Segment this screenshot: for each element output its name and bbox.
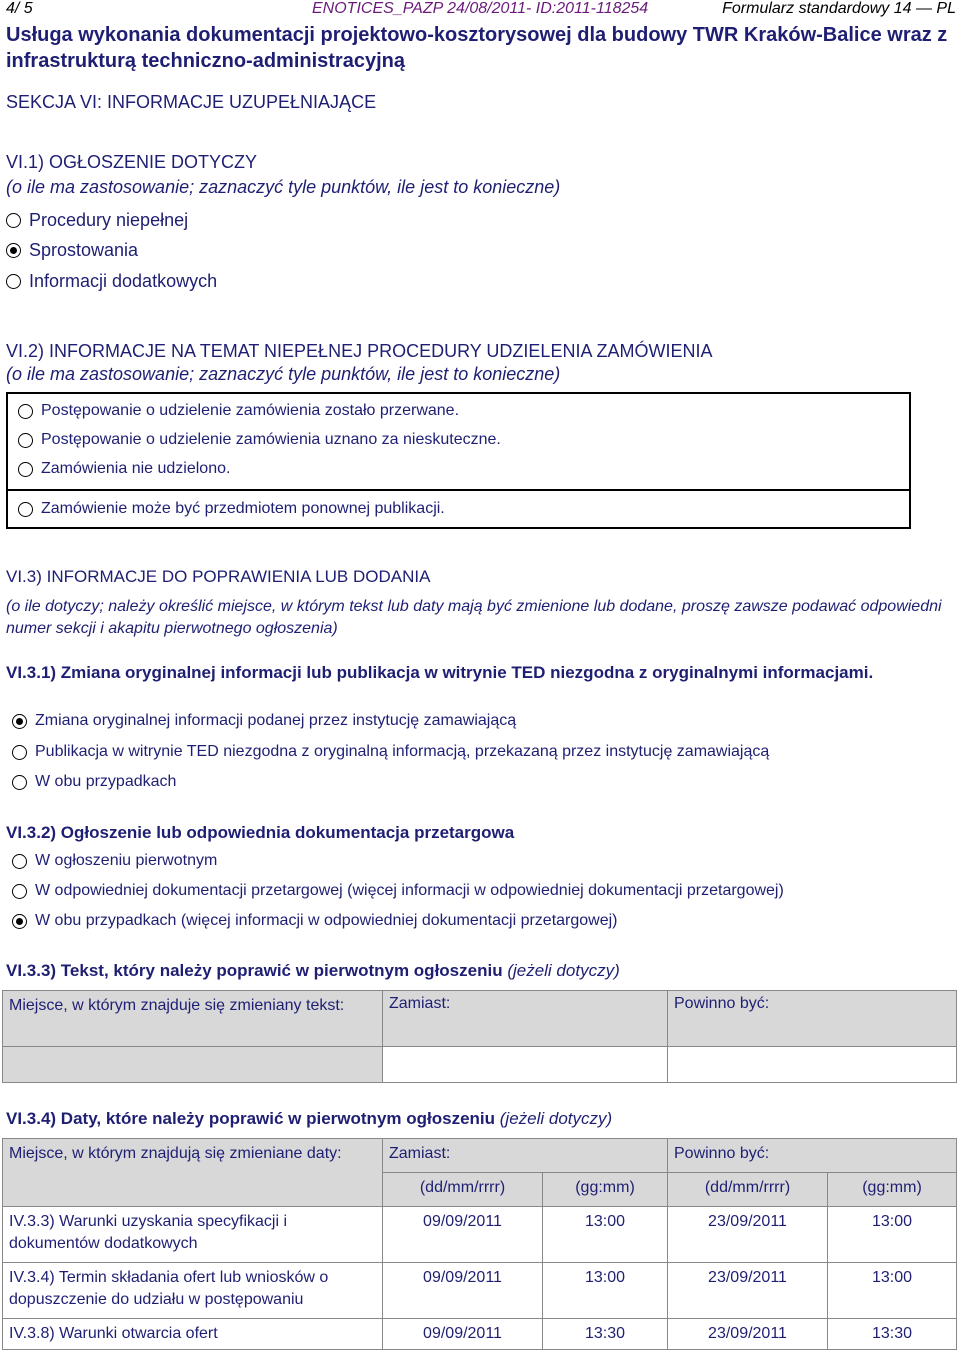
- table-cell: [383, 1047, 668, 1083]
- col-place: Miejsce, w którym znajduje się zmieniany tekst:: [3, 991, 383, 1047]
- old-date: 09/09/2011: [383, 1263, 543, 1319]
- row-place: IV.3.8) Warunki otwarcia ofert: [3, 1319, 383, 1350]
- vi34-heading: VI.3.4) Daty, które należy poprawić w pierwotnym ogłoszeniu (jeżeli dotyczy): [6, 1109, 613, 1128]
- vi2-option[interactable]: Postępowanie o udzielenie zamówienia uznano za nieskuteczne.: [18, 431, 501, 449]
- divider: [8, 489, 909, 491]
- vi1-heading: VI.1) OGŁOSZENIE DOTYCZY: [6, 152, 258, 172]
- new-date: 23/09/2011: [668, 1319, 828, 1350]
- table-row: [3, 1319, 957, 1350]
- old-time: 13:00: [543, 1207, 668, 1263]
- row-place: IV.3.4) Termin składania ofert lub wniosków o dopuszczenie do udziału w postępowaniu: [3, 1263, 383, 1319]
- row-place: IV.3.3) Warunki uzyskania specyfikacji i dokumentów dodatkowych: [3, 1207, 383, 1263]
- sub-time: (gg:mm): [828, 1173, 957, 1207]
- new-time: 13:30: [828, 1319, 957, 1350]
- old-date: 09/09/2011: [383, 1207, 543, 1263]
- radio-icon[interactable]: [6, 213, 21, 228]
- radio-icon[interactable]: [6, 274, 21, 289]
- col-instead: Zamiast:: [383, 991, 668, 1047]
- page-header: [6, 0, 956, 20]
- old-date: 09/09/2011: [383, 1319, 543, 1350]
- col-should: Powinno być:: [668, 1139, 957, 1173]
- vi33-heading: VI.3.3) Tekst, który należy poprawić w pierwotnym ogłoszeniu (jeżeli dotyczy): [6, 961, 620, 980]
- sub-date: (dd/mm/rrrr): [383, 1173, 543, 1207]
- vi32-heading: VI.3.2) Ogłoszenie lub odpowiednia dokumentacja przetargowa: [6, 823, 515, 842]
- radio-icon[interactable]: [18, 404, 33, 419]
- radio-icon[interactable]: [12, 775, 27, 790]
- form-name: Formularz standardowy 14 — PL: [722, 0, 956, 17]
- notice-id: ENOTICES_PAZP 24/08/2011- ID:2011-118254: [312, 0, 649, 17]
- radio-selected-icon[interactable]: [12, 714, 27, 729]
- new-date: 23/09/2011: [668, 1207, 828, 1263]
- radio-icon[interactable]: [12, 745, 27, 760]
- page-number: 4/ 5: [6, 0, 33, 17]
- table-cell: [668, 1047, 957, 1083]
- vi1-option[interactable]: Sprostowania: [6, 240, 138, 261]
- vi2-options-box: [6, 392, 911, 529]
- vi32-option[interactable]: W ogłoszeniu pierwotnym: [12, 852, 217, 870]
- text-corrections-table: [2, 990, 957, 1083]
- vi1-option[interactable]: Procedury niepełnej: [6, 210, 188, 231]
- new-time: 13:00: [828, 1207, 957, 1263]
- col-instead: Zamiast:: [383, 1139, 668, 1173]
- col-should: Powinno być:: [668, 991, 957, 1047]
- vi31-heading: VI.3.1) Zmiana oryginalnej informacji lub publikacja w witrynie TED niezgodna z oryginalnymi informacjami.: [6, 663, 874, 682]
- radio-icon[interactable]: [12, 884, 27, 899]
- vi1-option[interactable]: Informacji dodatkowych: [6, 271, 217, 292]
- radio-selected-icon[interactable]: [6, 243, 21, 258]
- vi31-option[interactable]: W obu przypadkach: [12, 773, 176, 791]
- table-cell: [3, 1047, 383, 1083]
- vi32-option[interactable]: W obu przypadkach (więcej informacji w odpowiedniej dokumentacji przetargowej): [12, 912, 618, 930]
- col-place: Miejsce, w którym znajdują się zmieniane daty:: [3, 1139, 383, 1207]
- vi2-note: (o ile ma zastosowanie; zaznaczyć tyle punktów, ile jest to konieczne): [6, 364, 561, 384]
- vi1-note: (o ile ma zastosowanie; zaznaczyć tyle punktów, ile jest to konieczne): [6, 177, 561, 197]
- table-row: [3, 1207, 957, 1263]
- radio-icon[interactable]: [12, 854, 27, 869]
- vi31-option[interactable]: Zmiana oryginalnej informacji podanej przez instytucję zamawiającą: [12, 712, 516, 730]
- vi32-option[interactable]: W odpowiedniej dokumentacji przetargowej (więcej informacji w odpowiedniej dokumentacji przetargowej): [12, 882, 784, 900]
- vi2-heading: VI.2) INFORMACJE NA TEMAT NIEPEŁNEJ PROCEDURY UDZIELENIA ZAMÓWIENIA: [6, 341, 713, 361]
- radio-icon[interactable]: [18, 462, 33, 477]
- vi2-option[interactable]: Zamówienie może być przedmiotem ponownej publikacji.: [18, 500, 445, 518]
- vi31-option[interactable]: Publikacja w witrynie TED niezgodna z oryginalną informacją, przekazaną przez instytucję zamawiającą: [12, 743, 769, 761]
- table-row: [3, 1263, 957, 1319]
- vi2-option[interactable]: Postępowanie o udzielenie zamówienia zostało przerwane.: [18, 402, 459, 420]
- sub-date: (dd/mm/rrrr): [668, 1173, 828, 1207]
- radio-icon[interactable]: [18, 433, 33, 448]
- vi3-note: (o ile dotyczy; należy określić miejsce, w którym tekst lub daty mają być zmienione lub dodane, proszę zawsze podawać odpowiedni numer sekcji i akapitu pierwotnego ogłoszenia): [6, 598, 942, 637]
- document-title: Usługa wykonania dokumentacji projektowo-kosztorysowej dla budowy TWR Kraków-Balice wraz z infrastrukturą techniczno-administracyjną: [6, 24, 948, 72]
- old-time: 13:00: [543, 1263, 668, 1319]
- vi3-heading: VI.3) INFORMACJE DO POPRAWIENIA LUB DODANIA: [6, 567, 431, 586]
- vi2-option[interactable]: Zamówienia nie udzielono.: [18, 460, 230, 478]
- radio-selected-icon[interactable]: [12, 914, 27, 929]
- old-time: 13:30: [543, 1319, 668, 1350]
- date-corrections-table: [2, 1138, 957, 1350]
- section-heading: SEKCJA VI: INFORMACJE UZUPEŁNIAJĄCE: [6, 92, 377, 112]
- sub-time: (gg:mm): [543, 1173, 668, 1207]
- radio-icon[interactable]: [18, 502, 33, 517]
- new-date: 23/09/2011: [668, 1263, 828, 1319]
- new-time: 13:00: [828, 1263, 957, 1319]
